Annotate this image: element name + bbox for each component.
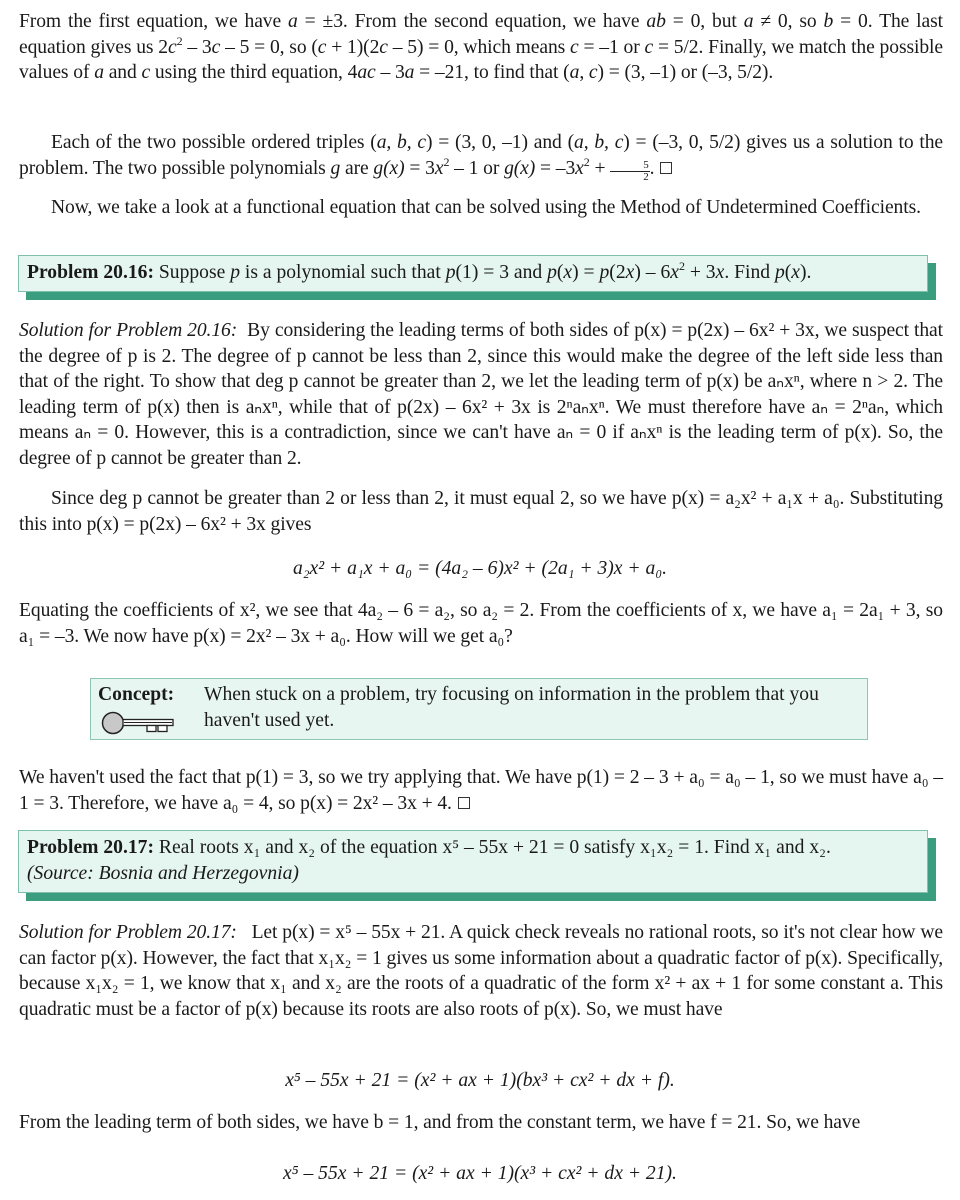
- math-var: c: [141, 62, 151, 84]
- math-var: g: [330, 157, 341, 179]
- text: ) – 6: [634, 262, 671, 283]
- math-var: x: [434, 157, 444, 179]
- solution-text: Let p(x) = x⁵ – 55x + 21. A quick check reveals no rational roots, so it's not clear how we can factor p(x). However, the fact that x₁x₂ = 1 gives us some information about a quadratic factor of p(x). Specifically, because x₁x₂ = 1, we know that x₁ and x₂ are the roots of a quadratic of the form x² + ax + 1 for some constant a. This quadratic must be a factor of p(x) because its roots are also roots of p(x). So, we must have: [19, 922, 943, 1020]
- fraction: [610, 160, 649, 183]
- concept-text: When stuck on a problem, try focusing on information in the problem that you haven't used yet.: [204, 684, 819, 731]
- concept-label: Concept:: [98, 684, 175, 705]
- solution-heading: Solution for Problem 20.16:: [19, 320, 238, 341]
- text: are: [340, 157, 374, 179]
- solution-text: By considering the leading terms of both sides of p(x) = p(2x) – 6x² + 3x, we suspect that the degree of p is 2. The degree of p cannot be less than 2, since this would make the degree of the left side less than that of the right. To show that deg p cannot be greater than 2, we let the leading term of p(x) be aₙxⁿ, where n > 2. The leading term of p(x) then is aₙxⁿ, while that of p(2x) – 6x² + 3x is 2ⁿaₙxⁿ. We must therefore have aₙ = 2ⁿaₙ, which means aₙ = 0. However, this is a contradiction, since we can't have aₙ = 0 if aₙxⁿ is the leading term of p(x). So, the degree of p cannot be greater than 2.: [19, 320, 943, 469]
- math-var: x: [625, 262, 635, 283]
- equation-factorization: [0, 1068, 960, 1093]
- concept-box: [90, 678, 868, 740]
- text: ) =: [572, 262, 600, 283]
- fraction-denominator: 2: [643, 170, 649, 183]
- text: From the first equation, we have: [19, 11, 289, 32]
- text: Suppose: [153, 262, 231, 283]
- math-var: a, b, c: [376, 132, 426, 153]
- math-var: c: [588, 62, 598, 84]
- math-var: b: [823, 11, 834, 32]
- text: = –1 or: [578, 36, 645, 58]
- text: ,: [579, 62, 589, 84]
- math-var: c: [379, 36, 388, 58]
- paragraph-first-equation: [19, 9, 943, 86]
- text: is a polynomial such that: [240, 262, 446, 283]
- text: ) = (3, –1) or (–3, 5/2).: [597, 62, 774, 84]
- problem-20-16-box: [18, 255, 928, 292]
- math-var: p: [599, 262, 610, 283]
- text: = 5/2. Finally, we match the possible values of: [19, 36, 943, 84]
- text: ) = (–3, 0, 5/2) gives us a solution to the problem. The two possible polynomials: [19, 132, 943, 179]
- exponent: 2: [176, 33, 183, 48]
- math-var: a: [288, 11, 298, 32]
- para1-text: [19, 11, 943, 83]
- math-var: g(x): [373, 157, 405, 179]
- text: Equating the coefficients of x², we see that 4a₂ – 6 = a₂, so a₂ = 2. From the coefficients of x, we have a₁ = 2a₁ + 3, so a₁ = –3. We now have p(x) = 2x² – 3x + a₀. How will we get a₀?: [19, 600, 943, 647]
- exponent: 2: [583, 154, 590, 169]
- math-var: a: [94, 62, 104, 84]
- math-var: g(x): [504, 157, 536, 179]
- math-var: a: [743, 11, 754, 32]
- text: Now, we take a look at a functional equation that can be solved using the Method of Undetermined Coefficients.: [51, 197, 921, 218]
- math-var: a: [404, 62, 415, 84]
- text: From the leading term of both sides, we have b = 1, and from the constant term, we have f = 21. So, we have: [19, 1112, 861, 1133]
- text: Each of the two possible ordered triples (: [51, 132, 377, 153]
- math-var: x: [791, 262, 800, 283]
- text: – 3: [182, 36, 212, 58]
- math-var: x: [575, 157, 584, 179]
- text: ) = (3, 0, –1) and (: [425, 132, 575, 153]
- problem-label: Problem 20.17:: [27, 837, 154, 858]
- math-var: x: [670, 262, 679, 283]
- paragraph-havent-used: [19, 765, 943, 816]
- fraction-numerator: 5: [610, 160, 649, 172]
- math-var: p: [774, 262, 785, 283]
- text: ).: [799, 262, 812, 283]
- key-icon: [101, 711, 177, 735]
- problem-20-17-box: [18, 830, 928, 893]
- math-var: a, b, c: [574, 132, 624, 153]
- text: using the third equation, 4: [150, 62, 358, 84]
- math-var: a: [569, 62, 580, 84]
- text: (2: [609, 262, 626, 283]
- text: = ±3. From the second equation, we have: [297, 11, 647, 32]
- text: . Find: [724, 262, 775, 283]
- text: (1) = 3 and: [455, 262, 548, 283]
- math-var: c: [317, 36, 327, 58]
- paragraph-ordered-triples: [19, 130, 943, 183]
- paragraph-since-deg-p: [19, 486, 943, 537]
- math-var: c: [644, 36, 654, 58]
- text: (: [556, 262, 564, 283]
- text: +: [589, 157, 611, 179]
- math-var: c: [570, 36, 579, 58]
- exponent: 2: [443, 154, 450, 169]
- text: = 3: [404, 157, 435, 179]
- text: = –3: [535, 157, 576, 179]
- text: Since deg p cannot be greater than 2 or less than 2, it must equal 2, so we have p(x) = a₂x² + a₁x + a₀. Substituting this into p(x) = p(2x) – 6x² + 3x gives: [19, 488, 943, 535]
- qed-box-icon: [660, 162, 672, 174]
- text: + 1)(2: [326, 36, 380, 58]
- math-var: x: [715, 262, 725, 283]
- equation-text: x⁵ – 55x + 21 = (x² + ax + 1)(x³ + cx² + dx + 21).: [283, 1163, 677, 1184]
- solution-20-16: [19, 318, 943, 472]
- problem-label: Problem 20.16:: [27, 262, 154, 283]
- equation-coefficients: [0, 556, 960, 581]
- problem-text: Real roots x₁ and x₂ of the equation x⁵ – 55x + 21 = 0 satisfy x₁x₂ = 1. Find x₁ and x₂.: [158, 837, 831, 858]
- equation-factorization-reduced: [0, 1161, 960, 1186]
- math-var: ac: [357, 62, 376, 84]
- text: and: [103, 62, 142, 84]
- equation-text: a₂x² + a₁x + a₀ = (4a₂ – 6)x² + (2a₁ + 3)x + a₀.: [292, 558, 668, 579]
- text: – 1 or: [449, 157, 505, 179]
- text: – 5) = 0, which means: [387, 36, 571, 58]
- text: We haven't used the fact that p(1) = 3, so we try applying that. We have p(1) = 2 – 3 + a₀ = a₀ – 1, so we must have a₀ – 1 = 3. Therefore, we have a₀ = 4, so p(x) = 2x² – 3x + 4.: [19, 767, 943, 814]
- text: = –21, to find that (: [414, 62, 570, 84]
- exponent: 2: [678, 259, 685, 273]
- math-var: ab: [646, 11, 666, 32]
- problem-source: (Source: Bosnia and Herzegovnia): [27, 862, 299, 884]
- math-var: c: [211, 36, 221, 58]
- text: + 3: [684, 262, 716, 283]
- math-var: p: [547, 262, 557, 283]
- math-var: c: [168, 36, 177, 58]
- text: – 3: [375, 62, 405, 84]
- solution-20-17: [19, 920, 943, 1022]
- text: ≠ 0, so: [753, 11, 824, 32]
- equation-text: x⁵ – 55x + 21 = (x² + ax + 1)(bx³ + cx² + dx + f).: [285, 1070, 675, 1091]
- math-var: p: [230, 262, 240, 283]
- text: .: [649, 157, 655, 179]
- qed-box-icon: [458, 797, 470, 809]
- math-var: x: [563, 262, 573, 283]
- paragraph-functional-equation-intro: [19, 195, 943, 221]
- text: (: [784, 262, 792, 283]
- math-var: p: [445, 262, 456, 283]
- paragraph-equating-coefficients: [19, 598, 943, 649]
- text: – 5 = 0, so (: [220, 36, 318, 58]
- paragraph-leading-term: [19, 1110, 943, 1136]
- text: = 0. The last equation gives us 2: [19, 11, 943, 58]
- text: = 0, but: [665, 11, 744, 32]
- solution-heading: Solution for Problem 20.17:: [19, 922, 237, 943]
